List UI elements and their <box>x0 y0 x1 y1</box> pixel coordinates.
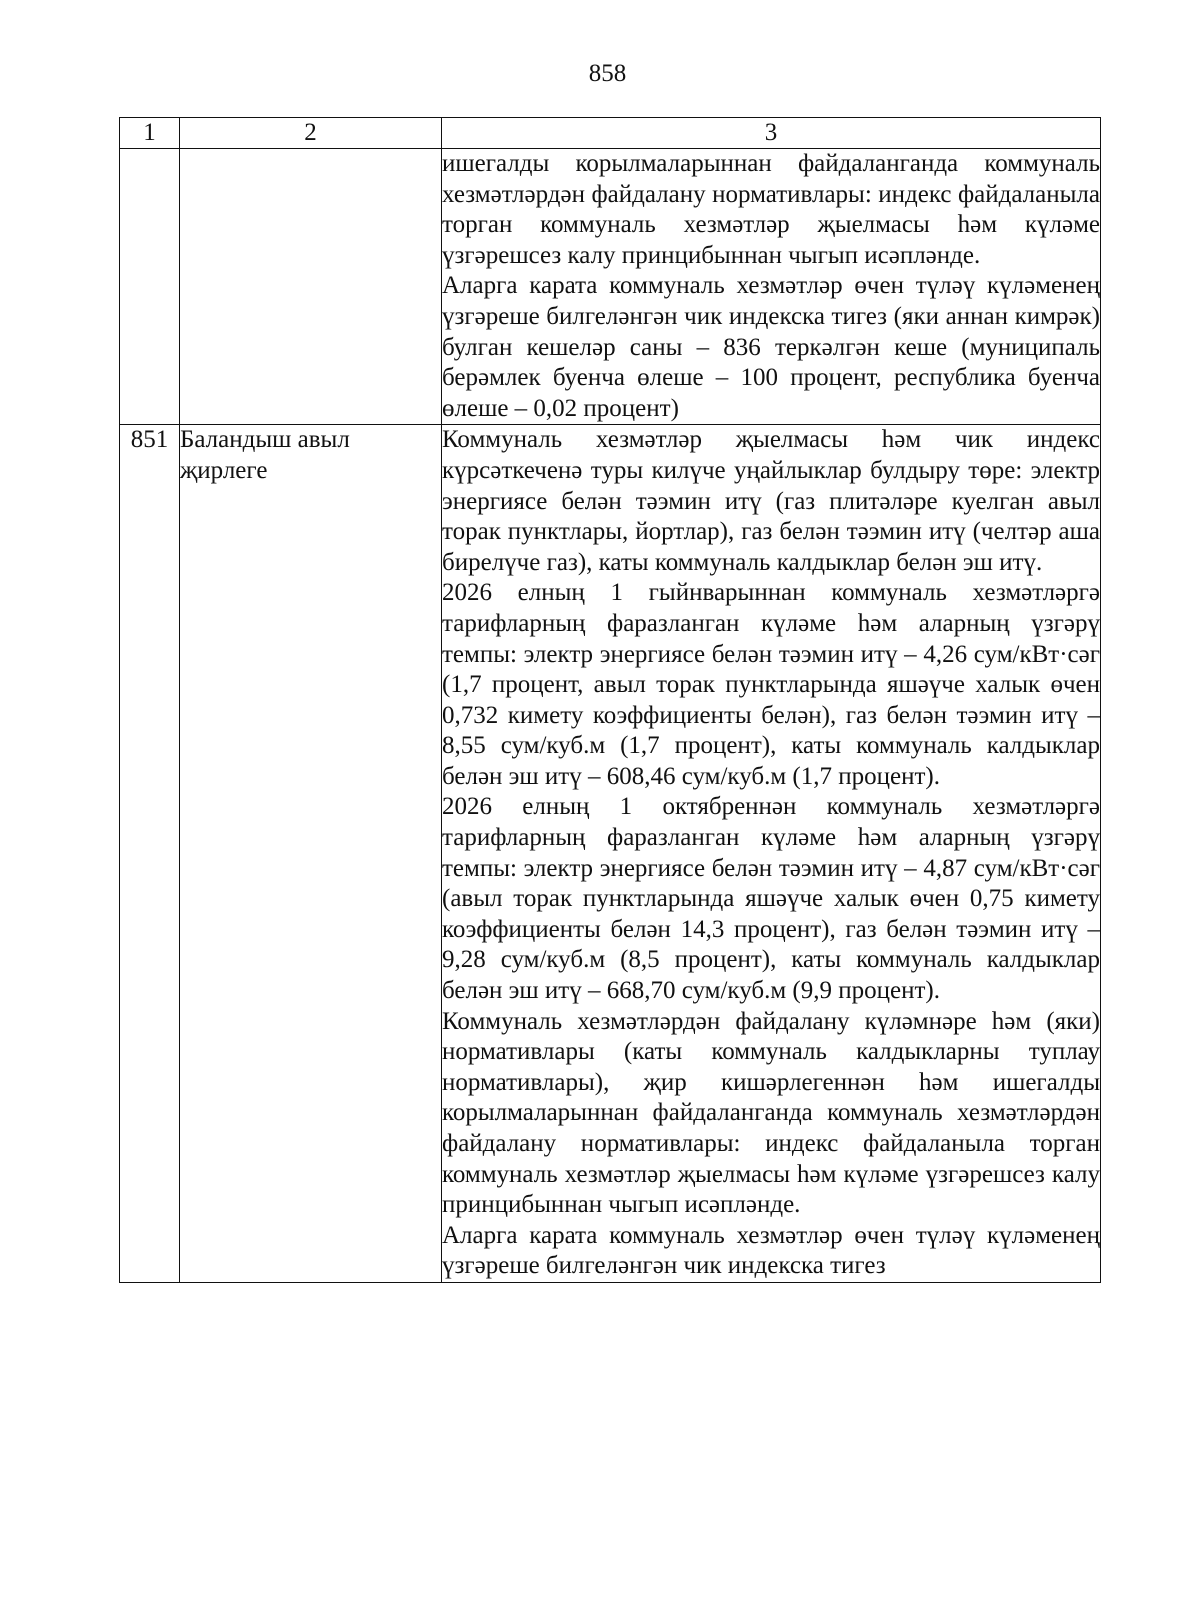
description-cell <box>442 149 1101 425</box>
column-header-1: 1 <box>120 118 180 149</box>
column-header-3: 3 <box>442 118 1101 149</box>
data-table <box>119 117 1101 1283</box>
table-row <box>120 149 1101 425</box>
column-header-2: 2 <box>180 118 442 149</box>
paragraph: 2026 елның 1 гыйнварыннан коммуналь хезмәтләргә тарифларның фаразланган күләме һәм аларның үзгәрү темпы: электр энергиясе белән тәэмин итү – 4,26 сум/кВт·сәг (1,7 процент, авыл торак пунктларында яшәүче халык өчен 0,732 кимету коэффициенты белән), газ белән тәэмин итү – 8,55 сум/куб.м (1,7 процент), каты коммуналь калдыклар белән эш итү – 608,46 сум/куб.м (1,7 процент). <box>442 579 1100 790</box>
settlement-name-cell: Баландыш авыл җирлеге <box>180 425 442 1283</box>
row-number-cell <box>120 149 180 425</box>
paragraph: 2026 елның 1 октябреннән коммуналь хезмәтләргә тарифларның фаразланган күләме һәм аларның үзгәрү темпы: электр энергиясе белән тәэмин итү – 4,87 сум/кВт·сәг (авыл торак пунктларында яшәүче халык өчен 0,75 кимету коэффициенты белән 14,3 процент), газ белән тәэмин итү – 9,28 сум/куб.м (8,5 процент), каты коммуналь калдыклар белән эш итү – 668,70 сум/куб.м (9,9 процент). <box>442 793 1100 1005</box>
table-row <box>120 425 1101 1283</box>
description-cell <box>442 425 1101 1283</box>
table-header-row <box>120 118 1101 149</box>
paragraph: Аларга карата коммуналь хезмәтләр өчен түләү күләменең үзгәреше билгеләнгән чик индекска тигез (яки аннан кимрәк) булган кешеләр саны – 836 теркәлгән кеше (муниципаль берәмлек буенча өлеше – 100 процент, республика буенча өлеше – 0,02 процент) <box>442 272 1100 422</box>
paragraph: ишегалды корылмаларыннан файдаланганда коммуналь хезмәтләрдән файдалану нормативлары: индекс файдаланыла торган коммуналь хезмәтләр җыелмасы һәм күләме үзгәрешсез калу принцибыннан чыгып исәпләнде. <box>442 150 1100 269</box>
paragraph: Аларга карата коммуналь хезмәтләр өчен түләү күләменең үзгәреше билгеләнгән чик индекска тигез <box>442 1221 1100 1280</box>
page-number: 858 <box>588 60 627 87</box>
paragraph: Коммуналь хезмәтләр җыелмасы һәм чик индекс күрсәткеченә туры килүче уңайлыклар булдыру төре: электр энергиясе белән тәэмин итү (газ плитәләре куелган авыл торак пунктлары, йортлар), газ белән тәэмин итү (челтәр аша бирелүче газ), каты коммуналь калдыклар белән эш итү. <box>442 426 1100 576</box>
paragraph: Коммуналь хезмәтләрдән файдалану күләмнәре һәм (яки) нормативлары (каты коммуналь калдыкларны туплау нормативлары), җир кишәрлегеннән һәм ишегалды корылмаларыннан файдаланганда коммуналь хезмәтләрдән файдалану нормативлары: индекс файдаланыла торган коммуналь хезмәтләр җыелмасы һәм күләме үзгәрешсез калу принцибыннан чыгып исәпләнде. <box>442 1007 1100 1219</box>
settlement-name-cell <box>180 149 442 425</box>
row-number-cell: 851 <box>120 425 180 1283</box>
